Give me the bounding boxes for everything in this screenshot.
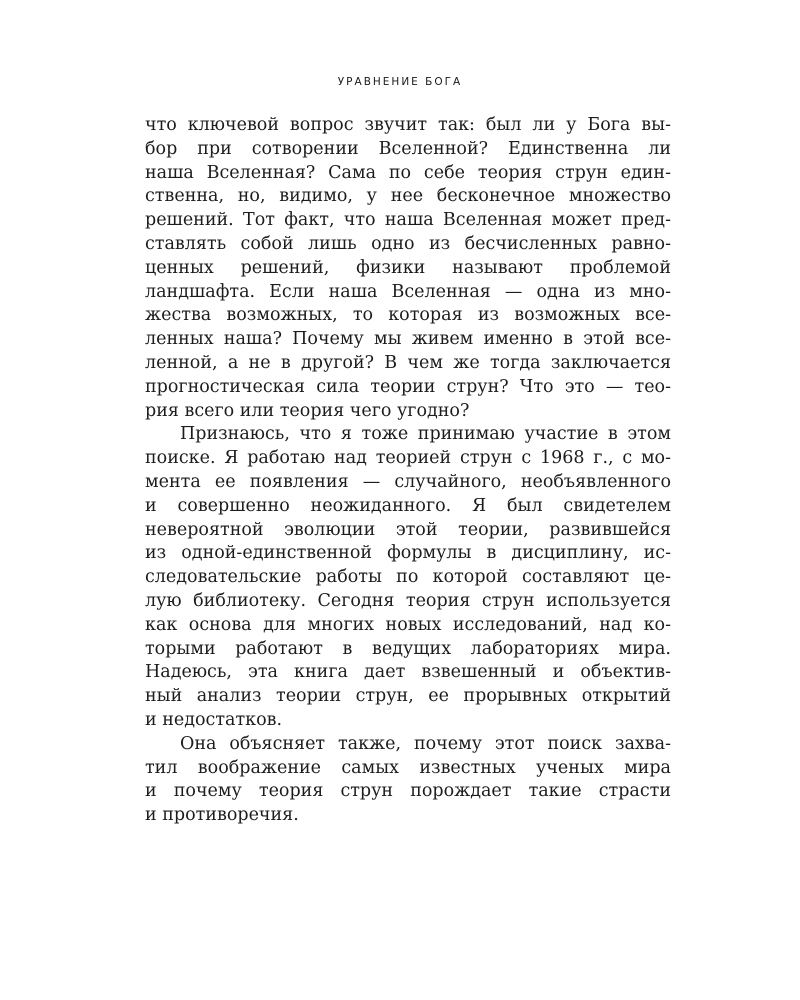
text-line: торыми работают в ведущих лабораториях мира. [145,638,671,659]
text-line: и почему теория струн порождает такие страсти [145,781,671,802]
text-line: из одной-единственной формулы в дисциплину, ис- [145,543,671,564]
text-line: ставлять собой лишь одно из бесчисленных равно- [145,233,671,254]
text-line: рия всего или теория чего угодно? [145,400,470,421]
text-line: ландшафта. Если наша Вселенная — одна из мно- [145,281,671,302]
text-line: решений. Тот факт, что наша Вселенная может пред- [145,210,671,231]
text-line: Она объясняет также, почему этот поиск захва- [180,733,671,754]
text-line: ный анализ теории струн, ее прорывных открытий [145,686,671,707]
text-line: невероятной эволюции этой теории, развившейся [145,519,671,540]
text-line: Надеюсь, эта книга дает взвешенный и объектив- [145,662,671,683]
text-line: мента ее появления — случайного, необъявленного [145,471,671,492]
text-line: следовательские работы по которой составляют це- [145,567,671,588]
text-line: прогностическая сила теории струн? Что это — тео- [145,376,671,397]
text-line: поиске. Я работаю над теорией струн с 1968 г., с мо- [145,448,671,469]
text-line: что ключевой вопрос звучит так: был ли у Бога вы- [145,115,671,135]
text-line: ственна, но, видимо, у нее бесконечное множество [145,186,671,207]
text-line: и совершенно неожиданного. Я был свидетелем [145,495,671,516]
text-line: и недостатков. [145,709,283,730]
text-line: и противоречия. [145,805,299,826]
paragraph [145,114,671,423]
text-line: ленных наша? Почему мы живем именно в этой все- [145,329,671,350]
body-text [145,114,671,828]
text-line: наша Вселенная? Сама по себе теория струн един- [145,162,671,183]
text-line: лую библиотеку. Сегодня теория струн используется [145,590,671,611]
text-line: ленной, а не в другой? В чем же тогда заключается [145,352,671,373]
text-line: тил воображение самых известных ученых мира [145,757,671,778]
text-line: как основа для многих новых исследований, над ко- [145,614,671,635]
text-line: Признаюсь, что я тоже принимаю участие в этом [180,424,671,445]
paragraph [145,733,671,828]
text-line: бор при сотворении Вселенной? Единственна ли [145,138,671,159]
running-head: УРАВНЕНИЕ БОГА [337,76,463,88]
text-line: жества возможных, то которая из возможных все- [145,305,671,326]
paragraph [145,423,671,732]
text-line: ценных решений, физики называют проблемой [145,257,671,278]
